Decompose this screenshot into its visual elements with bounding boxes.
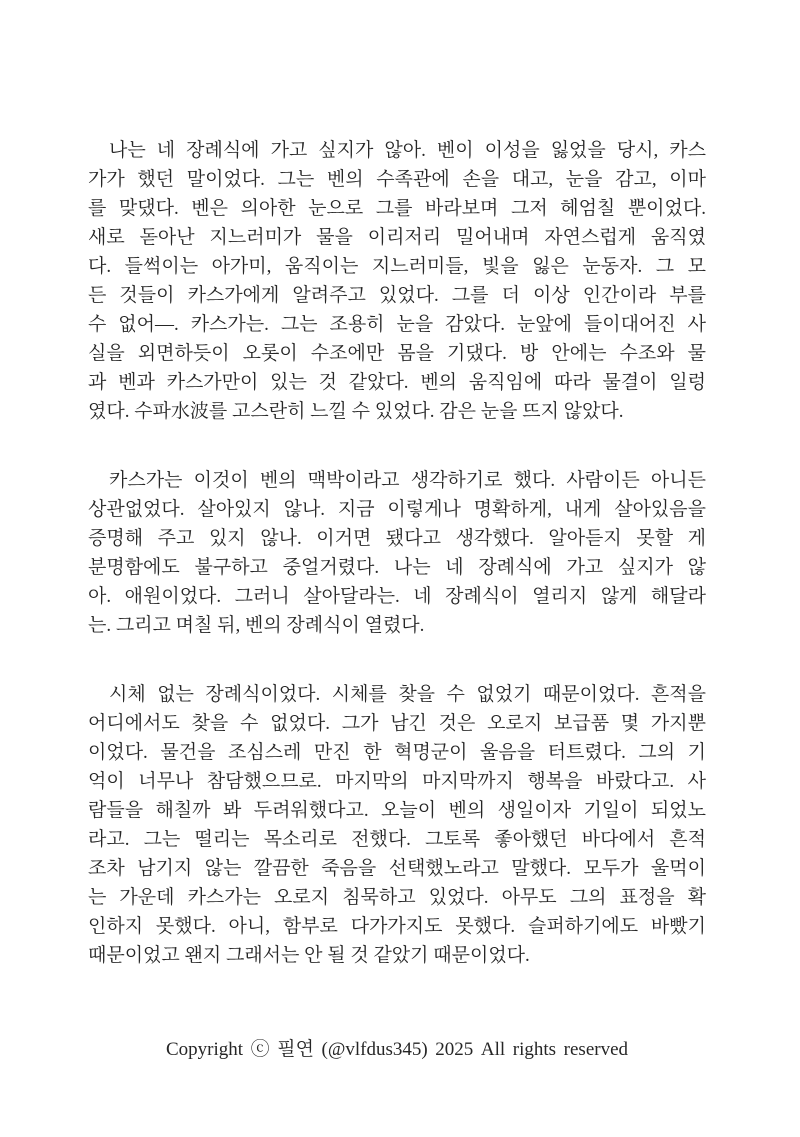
text-line: 아. 애원이었다. 그러니 살아달라는. 네 장례식이 열리지 않게 해달라 (88, 586, 706, 607)
text-line: 증명해 주고 있지 않나. 이거면 됐다고 생각했다. 알아듣지 못할 게 (88, 528, 706, 549)
text-line: 가가 했던 말이었다. 그는 벤의 수족관에 손을 대고, 눈을 감고, 이마 (88, 169, 706, 190)
text-line: 때문이었고 왠지 그래서는 안 될 것 같았기 때문이었다. (88, 945, 530, 966)
text-line: 이었다. 물건을 조심스레 만진 한 혁명군이 울음을 터트렸다. 그의 기 (88, 742, 706, 763)
text-line: 카스가는 이것이 벤의 맥박이라고 생각하기로 했다. 사람이든 아니든 (109, 470, 706, 491)
text-line: 억이 너무나 참담했으므로. 마지막의 마지막까지 행복을 바랐다고. 사 (88, 771, 706, 792)
paragraph-3 (88, 680, 706, 970)
text-line: 를 맞댔다. 벤은 의아한 눈으로 그를 바라보며 그저 헤엄칠 뿐이었다. (88, 198, 706, 219)
text-line: 어디에서도 찾을 수 없었다. 그가 남긴 것은 오로지 보급품 몇 가지뿐 (88, 713, 706, 734)
paragraph-1 (88, 136, 706, 426)
text-line: 는 가운데 카스가는 오로지 침묵하고 있었다. 아무도 그의 표정을 확 (88, 887, 706, 908)
text-line: 는. 그리고 며칠 뒤, 벤의 장례식이 열렸다. (88, 615, 425, 636)
copyright-footer: Copyright ⓒ 필연 (@vlfdus345) 2025 All rights reserved (165, 1039, 629, 1060)
text-line: 과 벤과 카스가만이 있는 것 같았다. 벤의 움직임에 따라 물결이 일렁 (88, 372, 706, 393)
paragraph-2 (88, 466, 706, 640)
text-line: 다. 들썩이는 아가미, 움직이는 지느러미들, 빛을 잃은 눈동자. 그 모 (88, 256, 706, 277)
text-line: 상관없었다. 살아있지 않나. 지금 이렇게나 명확하게, 내게 살아있음을 (88, 499, 706, 520)
text-line: 시체 없는 장례식이었다. 시체를 찾을 수 없었기 때문이었다. 흔적을 (109, 684, 706, 705)
text-line: 조차 남기지 않는 깔끔한 죽음을 선택했노라고 말했다. 모두가 울먹이 (88, 858, 706, 879)
text-line: 나는 네 장례식에 가고 싶지가 않아. 벤이 이성을 잃었을 당시, 카스 (109, 140, 706, 161)
body-text (88, 136, 706, 1064)
text-line: 수 없어—. 카스가는. 그는 조용히 눈을 감았다. 눈앞에 들이대어진 사 (88, 314, 706, 335)
text-line: 람들을 해칠까 봐 두려워했다고. 오늘이 벤의 생일이자 기일이 되었노 (88, 800, 706, 821)
text-line: 였다. 수파水波를 고스란히 느낄 수 있었다. 감은 눈을 뜨지 않았다. (88, 401, 624, 422)
text-line: 든 것들이 카스가에게 알려주고 있었다. 그를 더 이상 인간이라 부를 (88, 285, 706, 306)
text-line: 분명함에도 불구하고 중얼거렸다. 나는 네 장례식에 가고 싶지가 않 (88, 557, 706, 578)
text-line: 라고. 그는 떨리는 목소리로 전했다. 그토록 좋아했던 바다에서 흔적 (88, 829, 706, 850)
text-line: 실을 외면하듯이 오롯이 수조에만 몸을 기댔다. 방 안에는 수조와 물 (88, 343, 706, 364)
text-line: 새로 돋아난 지느러미가 물을 이리저리 밀어내며 자연스럽게 움직였 (88, 227, 706, 248)
text-line: 인하지 못했다. 아니, 함부로 다가가지도 못했다. 슬퍼하기에도 바빴기 (88, 916, 706, 937)
